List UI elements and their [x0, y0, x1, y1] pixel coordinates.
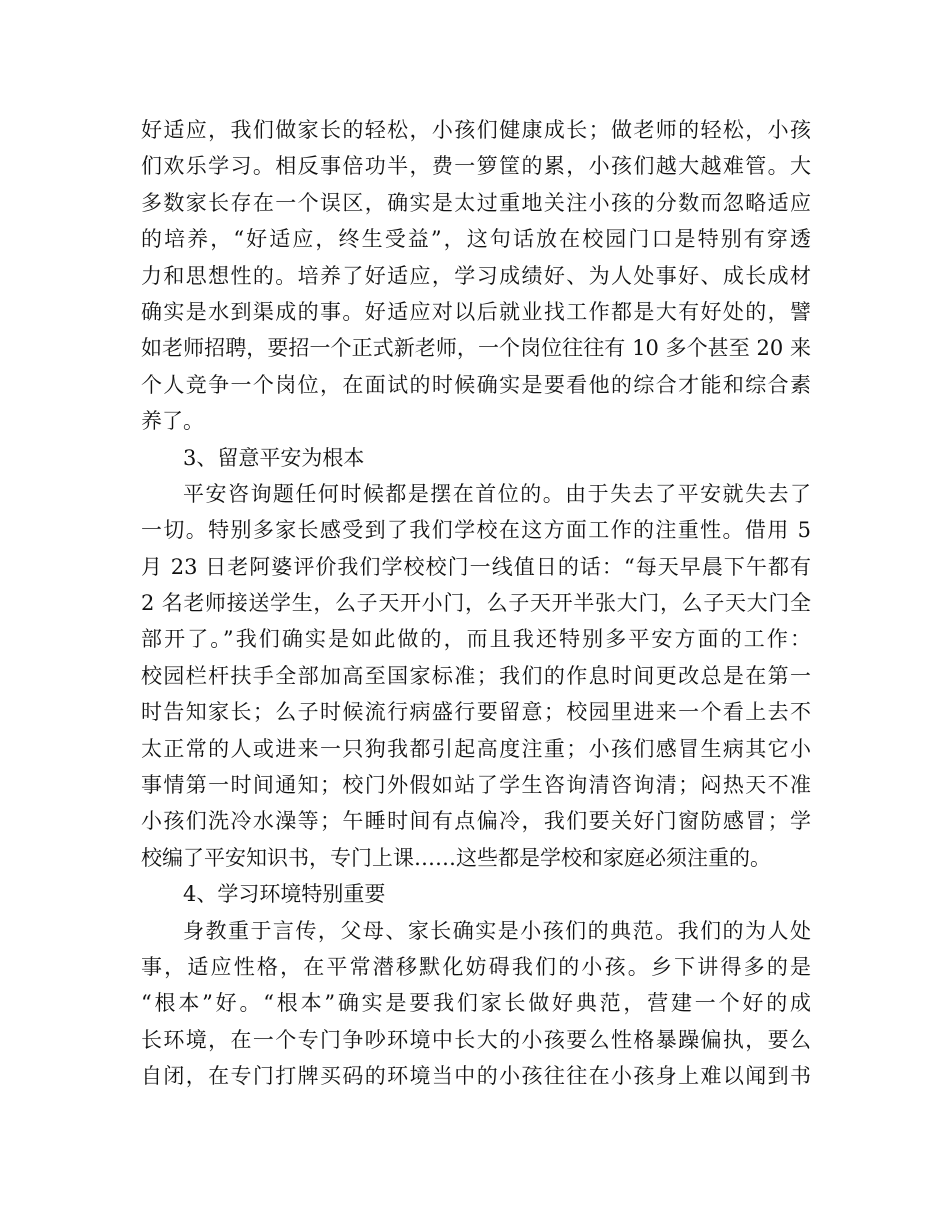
- text-line: 如老师招聘，要招一个正式新老师，一个岗位往往有 10 多个甚至 20 来: [141, 336, 811, 361]
- text-line: 4、学习环境特别重要: [183, 882, 386, 907]
- text-line: “根本”好。“根本”确实是要我们家长做好典范，营建一个好的成: [141, 991, 811, 1016]
- document-body: [141, 112, 811, 1095]
- text-line: 长环境，在一个专门争吵环境中长大的小孩要么性格暴躁偏执，要么: [141, 1027, 811, 1052]
- text-line: 好适应，我们做家长的轻松，小孩们健康成长；做老师的轻松，小孩: [141, 118, 811, 142]
- text-line: 月 23 日老阿婆评价我们学校校门一线值日的话：“每天早晨下午都有: [141, 554, 811, 579]
- text-line: 养了。: [141, 409, 204, 434]
- text-line: 校编了平安知识书，专门上课……这些都是学校和家庭必须注重的。: [141, 845, 771, 870]
- text-line: 事，适应性格，在平常潜移默化妨碍我们的小孩。乡下讲得多的是: [141, 954, 811, 979]
- text-line: 确实是水到渠成的事。好适应对以后就业找工作都是大有好处的，譬: [141, 299, 811, 324]
- text-line: 身教重于言传，父母、家长确实是小孩们的典范。我们的为人处: [183, 918, 811, 943]
- text-line: 的培养，“好适应，终生受益”，这句话放在校园门口是特别有穿透: [141, 227, 811, 252]
- text-line: 一切。特别多家长感受到了我们学校在这方面工作的注重性。借用 5: [141, 518, 811, 543]
- text-line: 2 名老师接送学生，么子天开小门，么子天开半张大门，么子天大门全: [141, 591, 811, 616]
- text-line: 平安咨询题任何时候都是摆在首位的。由于失去了平安就失去了: [183, 481, 811, 506]
- text-line: 自闭，在专门打牌买码的环境当中的小孩往往在小孩身上难以闻到书: [141, 1064, 811, 1089]
- text-line: 部开了。”我们确实是如此做的，而且我还特别多平安方面的工作：: [141, 627, 811, 652]
- text-line: 小孩们洗冷水澡等；午睡时间有点偏冷，我们要关好门窗防感冒；学: [141, 809, 811, 834]
- text-line: 3、留意平安为根本: [183, 445, 365, 470]
- text-line: 校园栏杆扶手全部加高至国家标准；我们的作息时间更改总是在第一: [141, 663, 811, 688]
- text-line: 多数家长存在一个误区，确实是太过重地关注小孩的分数而忽略适应: [141, 190, 811, 215]
- text-line: 时告知家长；么子时候流行病盛行要留意；校园里进来一个看上去不: [141, 700, 811, 725]
- text-line: 太正常的人或进来一只狗我都引起高度注重；小孩们感冒生病其它小: [141, 736, 811, 761]
- text-line: 力和思想性的。培养了好适应，学习成绩好、为人处事好、成长成材: [141, 263, 811, 288]
- text-line: 个人竞争一个岗位，在面试的时候确实是要看他的综合才能和综合素: [141, 372, 811, 397]
- text-line: 事情第一时间通知；校门外假如站了学生咨询清咨询清；闷热天不准: [141, 773, 811, 798]
- text-line: 们欢乐学习。相反事倍功半，费一箩筐的累，小孩们越大越难管。大: [141, 154, 811, 179]
